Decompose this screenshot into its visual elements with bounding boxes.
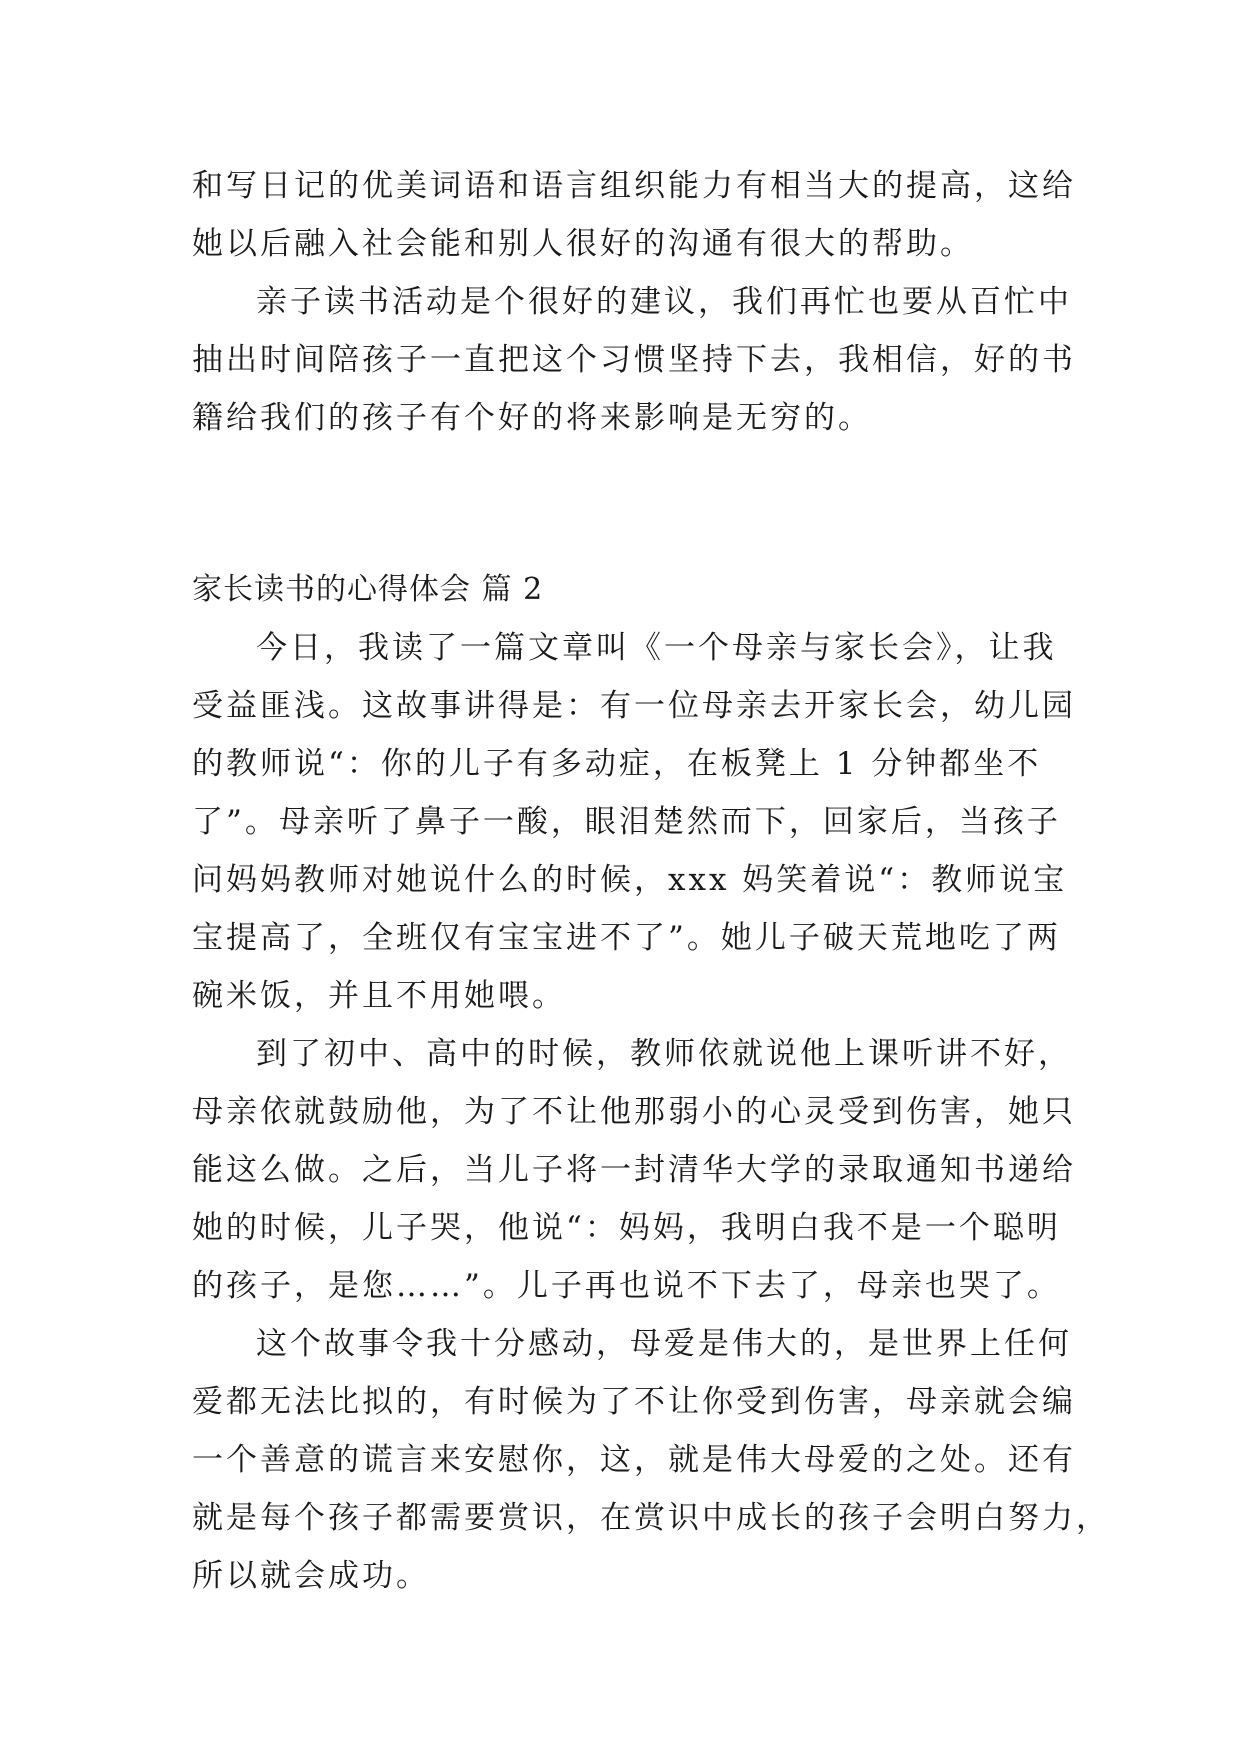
text-line: 她的时候，儿子哭，他说“：妈妈，我明白我不是一个聪明 <box>192 1210 1061 1246</box>
text-line: 宝提高了，全班仅有宝宝进不了”。她儿子破天荒地吃了两 <box>192 920 1061 956</box>
text-line: 籍给我们的孩子有个好的将来影响是无穷的。 <box>192 400 872 436</box>
section-gap <box>192 447 1052 561</box>
paragraph-2-1 <box>192 619 1076 1025</box>
text-line: 抽出时间陪孩子一直把这个习惯坚持下去，我相信，好的书 <box>192 342 1076 378</box>
paragraph-2-3 <box>192 1315 1110 1605</box>
text-line: 的孩子，是您……”。儿子再也说不下去了，母亲也哭了。 <box>192 1268 1061 1304</box>
text-line: 亲子读书活动是个很好的建议，我们再忙也要从百忙中 <box>256 284 1072 320</box>
text-line: 一个善意的谎言来安慰你，这，就是伟大母爱的之处。还有 <box>192 1442 1076 1478</box>
text-line: 能这么做。之后，当儿子将一封清华大学的录取通知书递给 <box>192 1152 1076 1188</box>
text-line: 母亲依就鼓励他，为了不让他那弱小的心灵受到伤害，她只 <box>192 1094 1076 1130</box>
text-line: 碗米饭，并且不用她喂。 <box>192 978 566 1014</box>
text-line: 和写日记的优美词语和语言组织能力有相当大的提高，这给 <box>192 168 1076 204</box>
text-line: 今日，我读了一篇文章叫《一个母亲与家长会》，让我 <box>256 630 1057 666</box>
paragraph-1-2 <box>192 273 1076 447</box>
paragraph-1-1 <box>192 157 1076 273</box>
text-line: 到了初中、高中的时候，教师依就说他上课听讲不好， <box>256 1036 1072 1072</box>
document-page <box>192 157 1110 1605</box>
text-line: 受益匪浅。这故事讲得是：有一位母亲去开家长会，幼儿园 <box>192 688 1076 724</box>
text-line: 问妈妈教师对她说什么的时候，xxx 妈笑着说“：教师说宝 <box>192 862 1068 898</box>
paragraph-2-2 <box>192 1025 1076 1315</box>
text-line: 这个故事令我十分感动，母爱是伟大的，是世界上任何 <box>256 1326 1072 1362</box>
text-line: 所以就会成功。 <box>192 1558 430 1594</box>
text-line: 她以后融入社会能和别人很好的沟通有很大的帮助。 <box>192 226 974 262</box>
text-line: 爱都无法比拟的，有时候为了不让你受到伤害，母亲就会编 <box>192 1384 1076 1420</box>
section-heading: 家长读书的心得体会 篇 2 <box>192 572 544 607</box>
text-line: 了”。母亲听了鼻子一酸，眼泪楚然而下，回家后，当孩子 <box>192 804 1061 840</box>
text-line: 的教师说“：你的儿子有多动症，在板凳上 1 分钟都坐不 <box>192 746 1042 782</box>
text-line: 就是每个孩子都需要赏识，在赏识中成长的孩子会明白努力， <box>192 1500 1110 1536</box>
